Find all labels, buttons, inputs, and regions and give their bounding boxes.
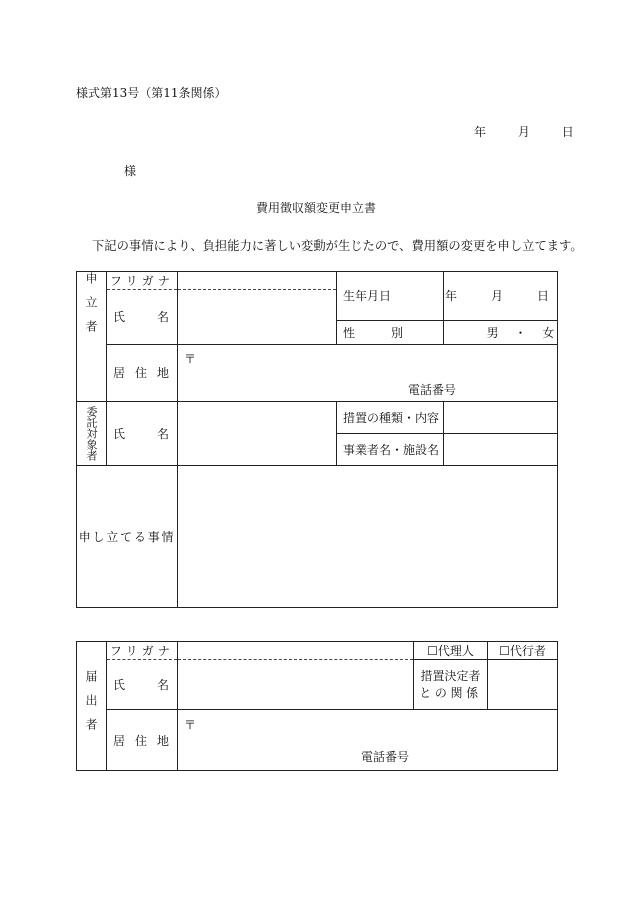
gender-male[interactable]: 男 bbox=[486, 325, 499, 340]
filer-address-field[interactable] bbox=[178, 710, 558, 771]
furigana-field[interactable] bbox=[178, 272, 337, 290]
form-number: 様式第13号（第11条関係） bbox=[76, 86, 227, 100]
applicant-section-label: 申立者 bbox=[77, 272, 107, 345]
name-label: 氏 名 bbox=[107, 290, 178, 345]
reason-field[interactable] bbox=[178, 465, 558, 607]
name-field[interactable] bbox=[178, 290, 337, 345]
birth-year: 年 bbox=[444, 289, 457, 304]
address-field[interactable] bbox=[178, 344, 558, 401]
postal-mark: 〒 bbox=[184, 351, 197, 366]
birth-date-field[interactable] bbox=[444, 272, 558, 321]
filer-furigana-field[interactable] bbox=[178, 642, 414, 660]
filer-name-field[interactable] bbox=[178, 660, 414, 710]
relation-label: 措置決定者 との関係 bbox=[414, 660, 488, 710]
gender-field[interactable]: 男 ・ 女 bbox=[444, 320, 558, 344]
filer-address-label: 居 住 地 bbox=[107, 710, 178, 771]
measure-field[interactable] bbox=[444, 401, 558, 433]
proxy-checkbox[interactable]: ☐代行者 bbox=[488, 642, 558, 660]
birth-month: 月 bbox=[490, 289, 503, 304]
filer-furigana-label: フリガナ bbox=[107, 642, 178, 660]
gender-label: 性 別 bbox=[337, 320, 444, 344]
filer-section-label: 届出者 bbox=[77, 642, 107, 771]
birth-label: 生年月日 bbox=[337, 272, 444, 321]
applicant-table bbox=[76, 271, 558, 608]
date-day: 日 bbox=[561, 125, 574, 139]
intro-text: 下記の事情により、負担能力に著しい変動が生じたので、費用額の変更を申し立てます。 bbox=[92, 239, 583, 253]
address-label: 居 住 地 bbox=[107, 344, 178, 401]
subject-name-field[interactable] bbox=[178, 401, 337, 465]
date-line bbox=[474, 123, 574, 140]
relation-field[interactable] bbox=[488, 660, 558, 710]
filer-table bbox=[76, 641, 558, 771]
gender-female[interactable]: 女 bbox=[542, 325, 555, 340]
facility-label: 事業者名・施設名 bbox=[337, 433, 444, 465]
furigana-label: フリガナ bbox=[107, 272, 178, 290]
date-year: 年 bbox=[474, 125, 487, 139]
measure-label: 措置の種類・内容 bbox=[337, 401, 444, 433]
filer-postal-mark: 〒 bbox=[184, 718, 197, 732]
page-title: 費用徴収額変更申立書 bbox=[256, 201, 377, 215]
agent-checkbox[interactable]: ☐代理人 bbox=[414, 642, 488, 660]
subject-name-label: 氏 名 bbox=[107, 401, 178, 465]
addressee-suffix: 様 bbox=[124, 164, 137, 178]
filer-name-label: 氏 名 bbox=[107, 660, 178, 710]
date-month: 月 bbox=[517, 125, 530, 139]
reason-label: 申し立てる事情 bbox=[77, 465, 178, 607]
subject-section-label: 委託対象者 bbox=[77, 401, 107, 465]
birth-day: 日 bbox=[536, 289, 549, 304]
filer-phone-label: 電話番号 bbox=[361, 750, 410, 764]
applicant-section-label-cont bbox=[77, 344, 107, 401]
phone-label: 電話番号 bbox=[408, 382, 457, 397]
facility-field[interactable] bbox=[444, 433, 558, 465]
